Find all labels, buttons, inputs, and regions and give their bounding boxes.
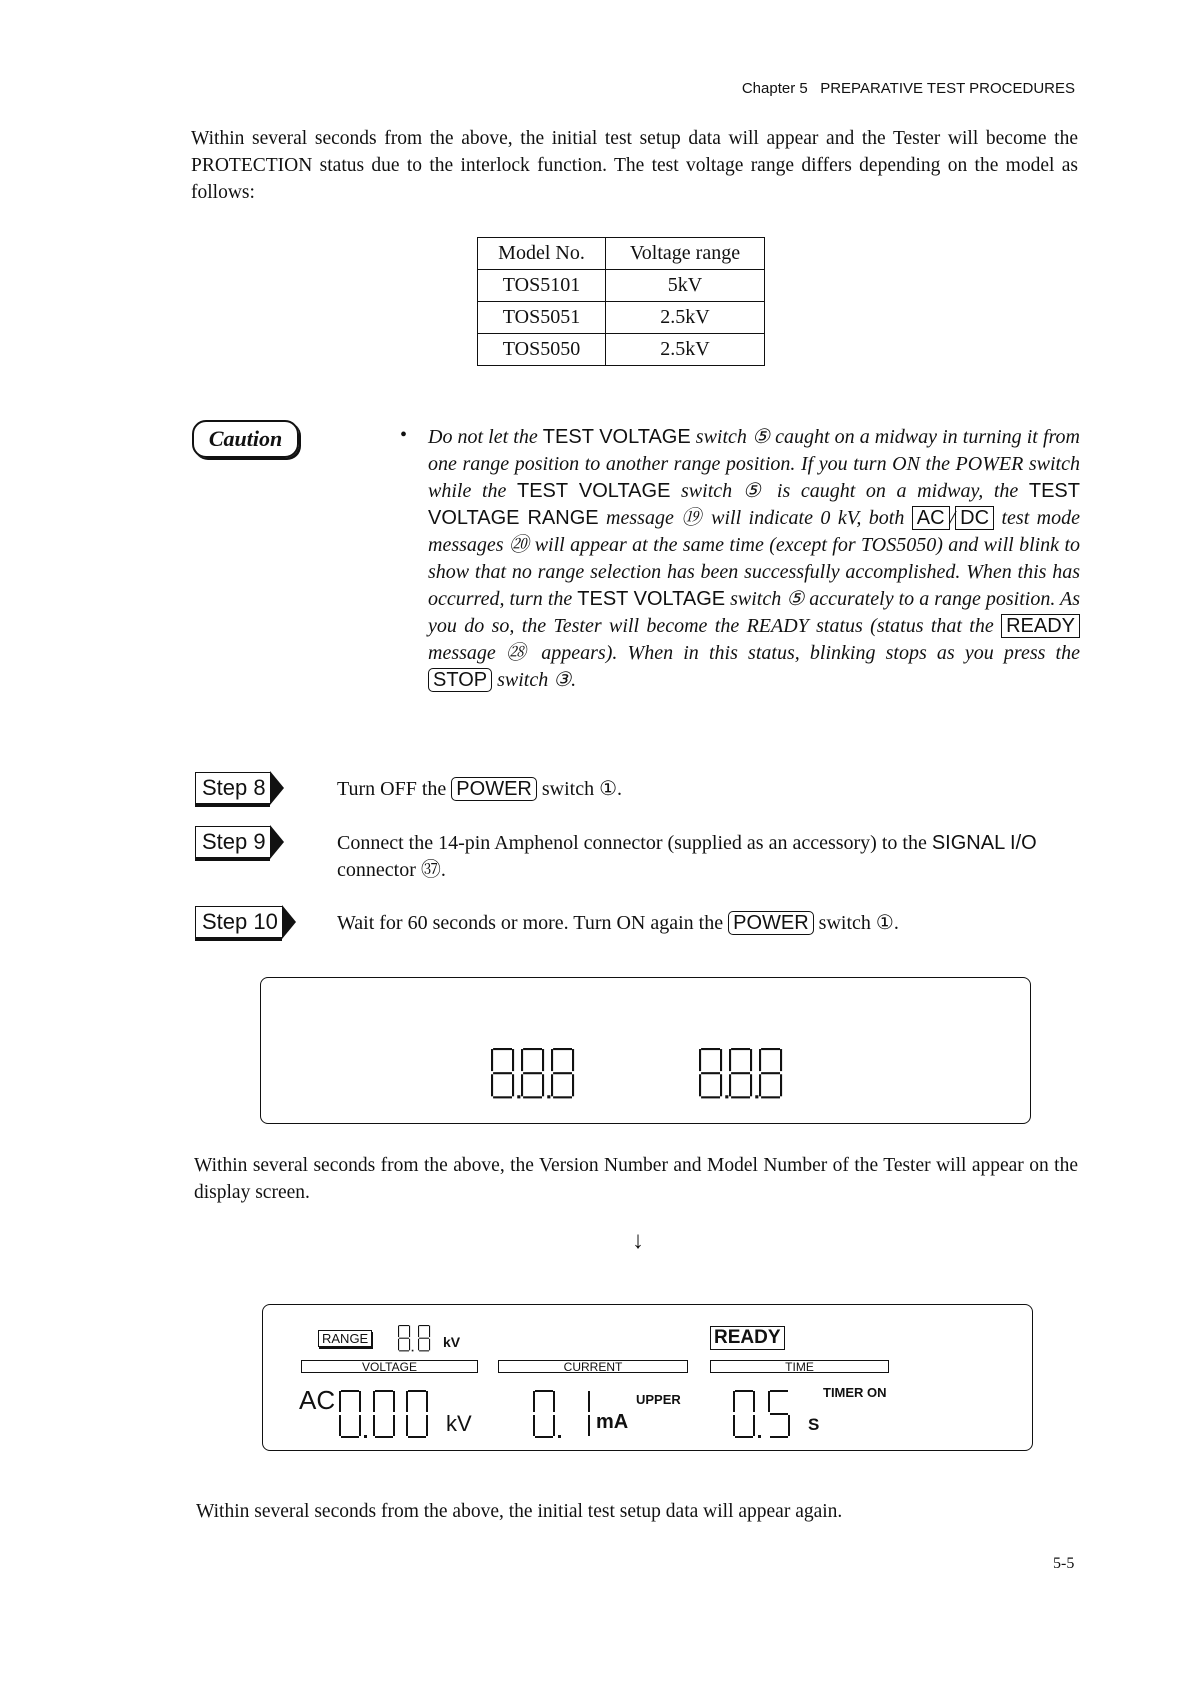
step-text-part: Turn OFF the xyxy=(337,778,452,800)
seven-segment-digit xyxy=(373,1390,395,1438)
table-cell: 2.5kV xyxy=(606,302,765,334)
step-label: Step 8 xyxy=(195,772,270,804)
step-9-badge xyxy=(195,826,284,858)
seven-segment-digit xyxy=(768,1390,790,1438)
step-10-text xyxy=(337,910,899,937)
display-panel-version xyxy=(260,977,1031,1124)
final-paragraph: Within several seconds from the above, the initial test setup data will appear again. xyxy=(196,1501,843,1522)
seven-segment-digit xyxy=(568,1390,590,1438)
stop-key: STOP xyxy=(428,668,492,692)
switch-name: TEST VOLTAGE xyxy=(542,426,691,448)
caution-text-part: switch ③. xyxy=(492,669,577,691)
table-cell: TOS5050 xyxy=(478,334,606,366)
table-cell: 2.5kV xyxy=(606,334,765,366)
step-text-part: switch ①. xyxy=(813,912,899,934)
switch-name: TEST VOLTAGE xyxy=(516,480,671,502)
table-header-cell: Voltage range xyxy=(606,238,765,270)
caution-bullet: • xyxy=(400,424,408,446)
table-header-row xyxy=(478,238,765,270)
step-label: Step 9 xyxy=(195,826,270,858)
table-row xyxy=(478,334,765,366)
chapter-title: PREPARATIVE TEST PROCEDURES xyxy=(820,80,1075,97)
display-panel-setup xyxy=(262,1304,1033,1451)
version-paragraph: Within several seconds from the above, the Version Number and Model Number of the Tester will appear on the display screen. xyxy=(194,1155,1078,1203)
step-text-part: switch ①. xyxy=(536,778,623,800)
seven-segment-digit xyxy=(339,1390,361,1438)
caution-text-part: Do not let the xyxy=(428,426,543,448)
seven-segment-digit xyxy=(699,1048,722,1098)
step-arrow-icon xyxy=(270,825,284,859)
power-key: POWER xyxy=(451,777,537,801)
seven-segment-digit xyxy=(551,1048,574,1098)
seven-segment-digit xyxy=(521,1048,544,1098)
step-arrow-icon xyxy=(282,905,296,939)
timer-on-indicator: TIMER ON xyxy=(823,1385,887,1400)
caution-text-part: message ⑲ will indicate 0 kV, both xyxy=(598,507,912,529)
table-row xyxy=(478,302,765,334)
seven-segment-digit xyxy=(729,1048,752,1098)
upper-indicator: UPPER xyxy=(636,1392,681,1407)
intro-paragraph: Within several seconds from the above, the initial test setup data will appear and the Tester will become the PROTECTION status due to the interlock function. The test voltage range differs depending on the model as follows: xyxy=(191,128,1078,203)
caution-badge: Caution xyxy=(192,420,299,458)
seven-segment-digit xyxy=(418,1325,430,1351)
seven-segment-digit xyxy=(398,1325,410,1351)
message-name: TEST VOLTAGE RANGE xyxy=(428,480,1080,529)
model-voltage-table xyxy=(477,237,765,366)
page-number: 5-5 xyxy=(1053,1555,1075,1572)
seven-segment-digit xyxy=(759,1048,782,1098)
seven-segment-digit xyxy=(533,1390,555,1438)
time-bar: TIME xyxy=(710,1360,889,1373)
step-9-text xyxy=(337,830,1082,884)
kv-unit: kV xyxy=(446,1411,472,1436)
table-cell: TOS5051 xyxy=(478,302,606,334)
step-10-badge xyxy=(195,906,296,938)
down-arrow-icon: ↓ xyxy=(632,1228,644,1254)
caution-text-part: message ㉘ appears). When in this status, blinking stops as you press the xyxy=(428,642,1080,664)
step-text-part: Wait for 60 seconds or more. Turn ON again the xyxy=(337,912,729,934)
signal-io-connector-name: SIGNAL I/O xyxy=(931,832,1037,854)
table-row xyxy=(478,270,765,302)
step-text-part: Connect the 14-pin Amphenol connector (supplied as an accessory) to the xyxy=(337,832,932,854)
caution-text xyxy=(428,424,1080,694)
dc-message-box: DC xyxy=(955,506,994,530)
step-arrow-icon xyxy=(270,771,284,805)
seven-segment-digit xyxy=(491,1048,514,1098)
seconds-unit: S xyxy=(808,1415,820,1434)
table-cell: 5kV xyxy=(606,270,765,302)
voltage-bar: VOLTAGE xyxy=(301,1360,478,1373)
table-cell: TOS5101 xyxy=(478,270,606,302)
range-label: RANGE xyxy=(318,1330,372,1347)
seven-segment-digit xyxy=(733,1390,755,1438)
chapter-label: Chapter 5 xyxy=(741,80,808,97)
seven-segment-digit xyxy=(406,1390,428,1438)
ac-message-box: AC xyxy=(912,506,950,530)
caution-text-part: test mode messages ⑳ will appear at the same time (except for TOS5050) and will blink to show that no range selection has been successfully accomplished. When this has occurred, turn the xyxy=(428,507,1081,610)
step-8-text xyxy=(337,776,622,803)
caution-text-part: switch ⑤ accurately to a range position. As you do so, the Tester will become the READY status (status that the xyxy=(428,588,1080,637)
step-text-part: connector ㊲. xyxy=(337,859,446,881)
caution-text-part: switch ⑤ caught on a midway in turning it from one range position to another range position. If you turn ON the POWER switch while the xyxy=(428,426,1080,502)
step-label: Step 10 xyxy=(195,906,282,938)
running-header xyxy=(742,80,1075,97)
caution-text-part: switch ⑤ is caught on a midway, the xyxy=(670,480,1029,502)
ready-indicator: READY xyxy=(710,1326,785,1350)
switch-name: TEST VOLTAGE xyxy=(577,588,726,610)
ready-message-box: READY xyxy=(1001,614,1080,638)
power-key: POWER xyxy=(728,911,814,935)
range-unit: kV xyxy=(443,1334,461,1350)
table-header-cell: Model No. xyxy=(478,238,606,270)
slash: / xyxy=(949,507,956,529)
step-8-badge xyxy=(195,772,284,804)
current-bar: CURRENT xyxy=(498,1360,688,1373)
ma-unit: mA xyxy=(596,1411,629,1433)
ac-indicator: AC xyxy=(299,1385,336,1415)
